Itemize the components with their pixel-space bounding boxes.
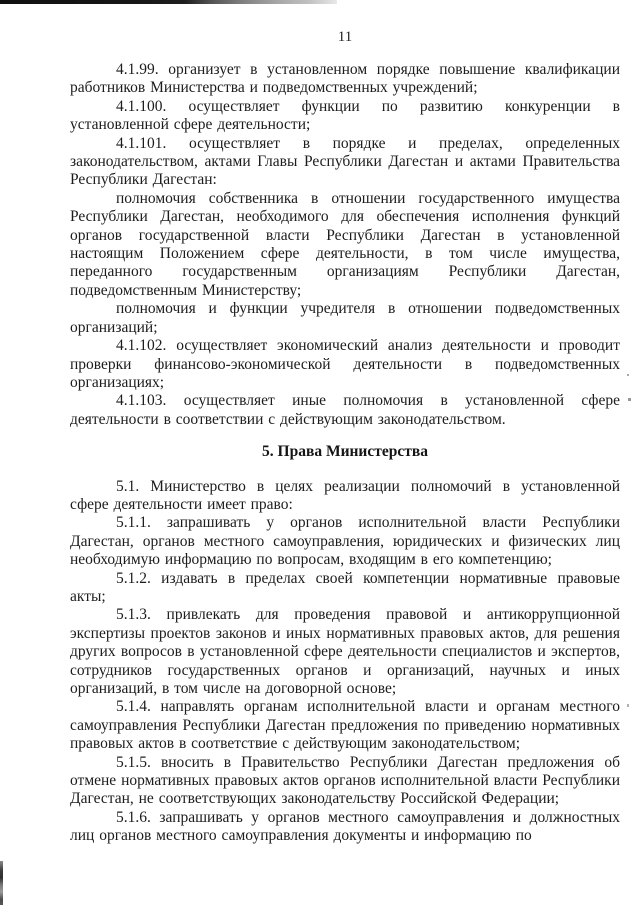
page-content <box>70 28 620 846</box>
paragraph: 4.1.103. осуществляет иные полномочия в установленной сфере деятельности в соответствии с действующим законодательством. <box>70 392 620 428</box>
paragraph: 4.1.101. осуществляет в порядке и пределах, определенных законодательством, актами Главы Республики Дагестан и актами Правительства Республики Дагестан: <box>70 134 620 189</box>
scan-artifact-left-edge <box>0 861 3 905</box>
scan-speck <box>627 704 629 707</box>
section-heading: 5. Права Министерства <box>262 443 428 461</box>
paragraph: 4.1.99. организует в установленном порядке повышение квалификации работников Министерства и подведомственных учреждений; <box>70 61 620 97</box>
page-number: 11 <box>337 29 353 45</box>
paragraph: полномочия и функции учредителя в отношении подведомственных организаций; <box>70 300 620 336</box>
paragraph: 5.1. Министерство в целях реализации полномочий в установленной сфере деятельности имеет право: <box>70 477 620 513</box>
scan-speck <box>628 398 631 401</box>
paragraph: 5.1.3. привлекать для проведения правовой и антикоррупционной экспертизы проектов законов и иных нормативных правовых актов, для решения других вопросов в установленной сфере деятельности специалистов и экспертов, сотрудников государственных органов и организаций, научных и иных организаций, в том числе на договорной основе; <box>70 606 620 697</box>
paragraph: 5.1.1. запрашивать у органов исполнительной власти Республики Дагестан, органов местного самоуправления, юридических и физических лиц необходимую информацию по вопросам, входящим в его компетенцию; <box>70 514 620 569</box>
paragraph: 5.1.6. запрашивать у органов местного самоуправления и должностных лиц органов местного самоуправления документы и информацию по <box>70 808 620 845</box>
paragraph: 5.1.4. направлять органам исполнительной власти и органам местного самоуправления Республики Дагестан предложения по приведению нормативных правовых актов в соответствие с действующим законодательством; <box>70 698 620 753</box>
paragraph: 4.1.100. осуществляет функции по развитию конкуренции в установленной сфере деятельности; <box>70 97 620 134</box>
scan-artifact-top-edge <box>0 0 337 4</box>
paragraph: 5.1.2. издавать в пределах своей компетенции нормативные правовые акты; <box>70 569 620 605</box>
paragraph: полномочия собственника в отношении государственного имущества Республики Дагестан, необходимого для обеспечения исполнения функций органов государственной власти Республики Дагестан в установленной настоящим Положением сфере деятельности, в том числе имущества, переданного государственным организациям Республики Дагестан, подведомственным Министерству; <box>70 189 620 299</box>
scan-speck <box>627 374 629 376</box>
paragraph: 4.1.102. осуществляет экономический анализ деятельности и проводит проверки финансово-экономической деятельности в подведомственных организациях; <box>70 337 620 391</box>
paragraph: 5.1.5. вносить в Правительство Республики Дагестан предложения об отмене нормативных правовых актов органов исполнительной власти Республики Дагестан, не соответствующих законодательству Российской Федерации; <box>70 753 620 808</box>
